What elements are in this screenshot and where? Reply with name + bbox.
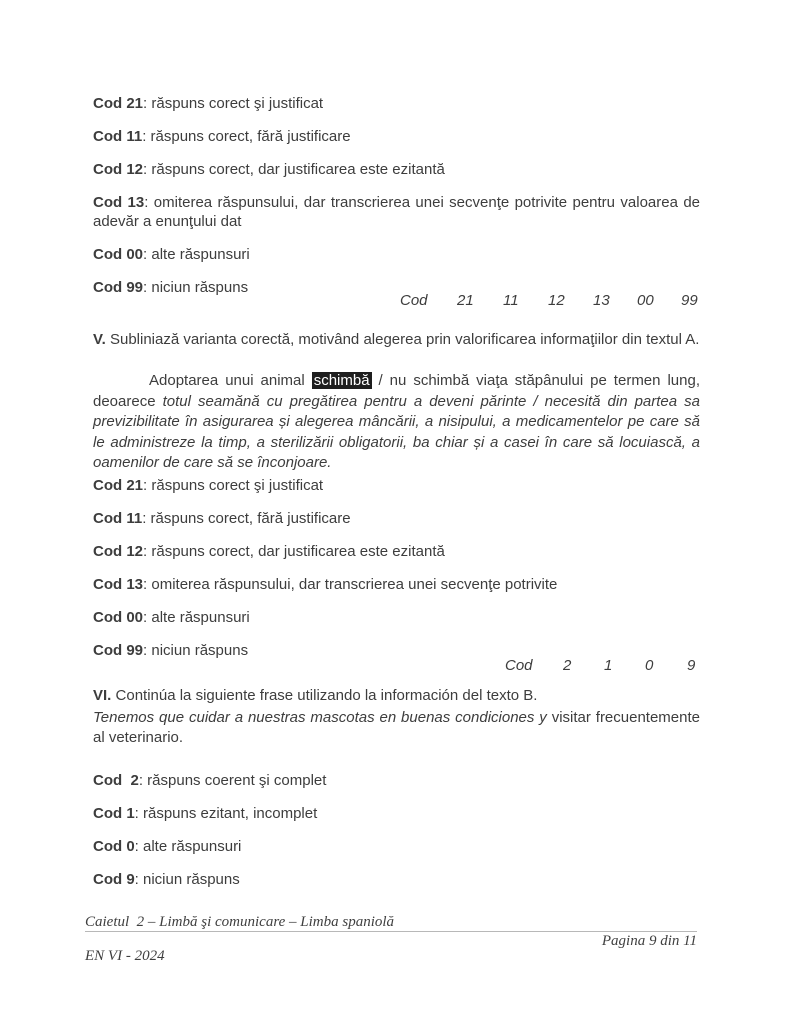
statement-after-highlight: / nu schimbă viaţa stăpânului pe termen lung, deoarece: [93, 372, 700, 410]
code-value: 99: [681, 292, 698, 309]
code-desc: : omiterea răspunsului, dar transcrierea unei secvenţe potrivite pentru valoarea de adevăr a enunţului dat: [93, 194, 700, 230]
code-desc: : omiterea răspunsului, dar transcrierea unei secvenţe potrivite: [143, 575, 558, 593]
code-desc: : alte răspunsuri: [134, 837, 242, 855]
question-v-code-list: [93, 476, 700, 660]
code-label: Cod 21: [93, 95, 144, 112]
code-item: [93, 837, 700, 856]
code-item: [93, 245, 700, 264]
statement-lead: Adoptarea unui animal: [149, 372, 312, 389]
section-v-title: Subliniază varianta corectă, motivând alegerea prin valorificarea informaţiilor din textul A.: [109, 331, 700, 348]
code-label: Cod 12: [93, 542, 144, 560]
page-footer: [85, 913, 697, 964]
code-value: 13: [593, 292, 610, 309]
code-desc: : răspuns ezitant, incomplet: [134, 804, 318, 822]
sentence-regular-part: visitar frecuentemente al veterinario.: [93, 708, 701, 746]
section-v-statement: [93, 371, 700, 474]
code-item: [93, 542, 700, 561]
code-desc: : răspuns corect şi justificat: [143, 476, 324, 494]
section-vi-title: Continúa la siguiente frase utilizando la información del texto B.: [115, 686, 538, 704]
code-value: 21: [457, 292, 474, 309]
code-value: 00: [637, 292, 654, 309]
highlighted-correct-answer: schimbă: [313, 372, 370, 389]
code-item: [93, 804, 700, 823]
footer-booklet-title: Caietul 2 – Limbă şi comunicare – Limba spaniolă: [85, 913, 697, 932]
code-item: [93, 193, 700, 231]
section-vi-sentence: [93, 708, 700, 748]
code-item: [93, 771, 700, 790]
code-value: 0: [645, 656, 654, 674]
code-label: Cod 00: [93, 608, 144, 626]
code-label: Cod 00: [93, 246, 144, 263]
code-label: Cod 1: [93, 804, 135, 822]
code-label: Cod 11: [93, 128, 143, 145]
code-value: 12: [548, 292, 565, 309]
code-value: 11: [503, 292, 519, 309]
code-desc: : răspuns coerent şi complet: [138, 771, 327, 789]
section-vi-heading: [93, 686, 700, 705]
code-label: Cod 12: [93, 161, 144, 178]
code-desc: : răspuns corect şi justificat: [143, 95, 324, 112]
footer-page-number: Pagina 9 din 11: [601, 933, 697, 949]
statement-italic-continuation: totul seamănă cu pregătirea pentru a deveni părinte / necesită din partea sa previzibilitate în asigurarea și alegerea mâncării, a nisipului, a medicamentelor pe care să le administreze la timp, a sterilizării obligatorii, ba chiar și a casei în care să locuiască, a oamenilor de care să se înconjoare.: [93, 392, 701, 471]
code-item: [93, 509, 700, 528]
sentence-italic-part: Tenemos que cuidar a nuestras mascotas en buenas condiciones y: [93, 708, 547, 726]
section-v-number: V.: [93, 331, 106, 348]
code-row-header: Cod: [400, 292, 428, 309]
code-desc: : niciun răspuns: [143, 641, 249, 659]
code-label: Cod 13: [93, 194, 145, 211]
code-item: [93, 476, 700, 495]
code-label: Cod 11: [93, 509, 143, 527]
code-label: Cod 0: [93, 837, 135, 855]
code-item: [93, 94, 700, 113]
code-item: [93, 608, 700, 627]
code-desc: : răspuns corect, fără justificare: [142, 128, 351, 145]
code-desc: : alte răspunsuri: [143, 608, 250, 626]
code-label: Cod 2: [93, 771, 139, 789]
code-desc: : niciun răspuns: [134, 870, 240, 888]
code-value: 1: [604, 656, 613, 674]
code-desc: : alte răspunsuri: [143, 246, 250, 263]
code-summary-row-v: [93, 656, 700, 675]
code-item: [93, 127, 700, 146]
code-desc: : niciun răspuns: [143, 279, 249, 296]
code-item: [93, 575, 700, 594]
question-iv-code-list: [93, 94, 700, 297]
code-row-header: Cod: [505, 656, 533, 674]
code-desc: : răspuns corect, dar justificarea este ezitantă: [143, 542, 445, 560]
section-v-heading: [93, 330, 700, 349]
code-item: [93, 870, 700, 889]
code-desc: : răspuns corect, dar justificarea este ezitantă: [143, 161, 445, 178]
code-desc: : răspuns corect, fără justificare: [142, 509, 351, 527]
code-value: 9: [687, 656, 696, 674]
code-value: 2: [563, 656, 572, 674]
code-label: Cod 99: [93, 641, 144, 659]
code-label: Cod 99: [93, 279, 144, 296]
code-summary-row-iv: [93, 291, 700, 310]
section-vi-number: VI.: [93, 686, 112, 704]
code-label: Cod 13: [93, 575, 144, 593]
code-item: [93, 160, 700, 179]
question-vi-code-list: [93, 771, 700, 889]
code-label: Cod 9: [93, 870, 135, 888]
code-label: Cod 21: [93, 476, 144, 494]
footer-exam-label: EN VI - 2024: [85, 948, 165, 964]
page-content: [93, 94, 700, 903]
